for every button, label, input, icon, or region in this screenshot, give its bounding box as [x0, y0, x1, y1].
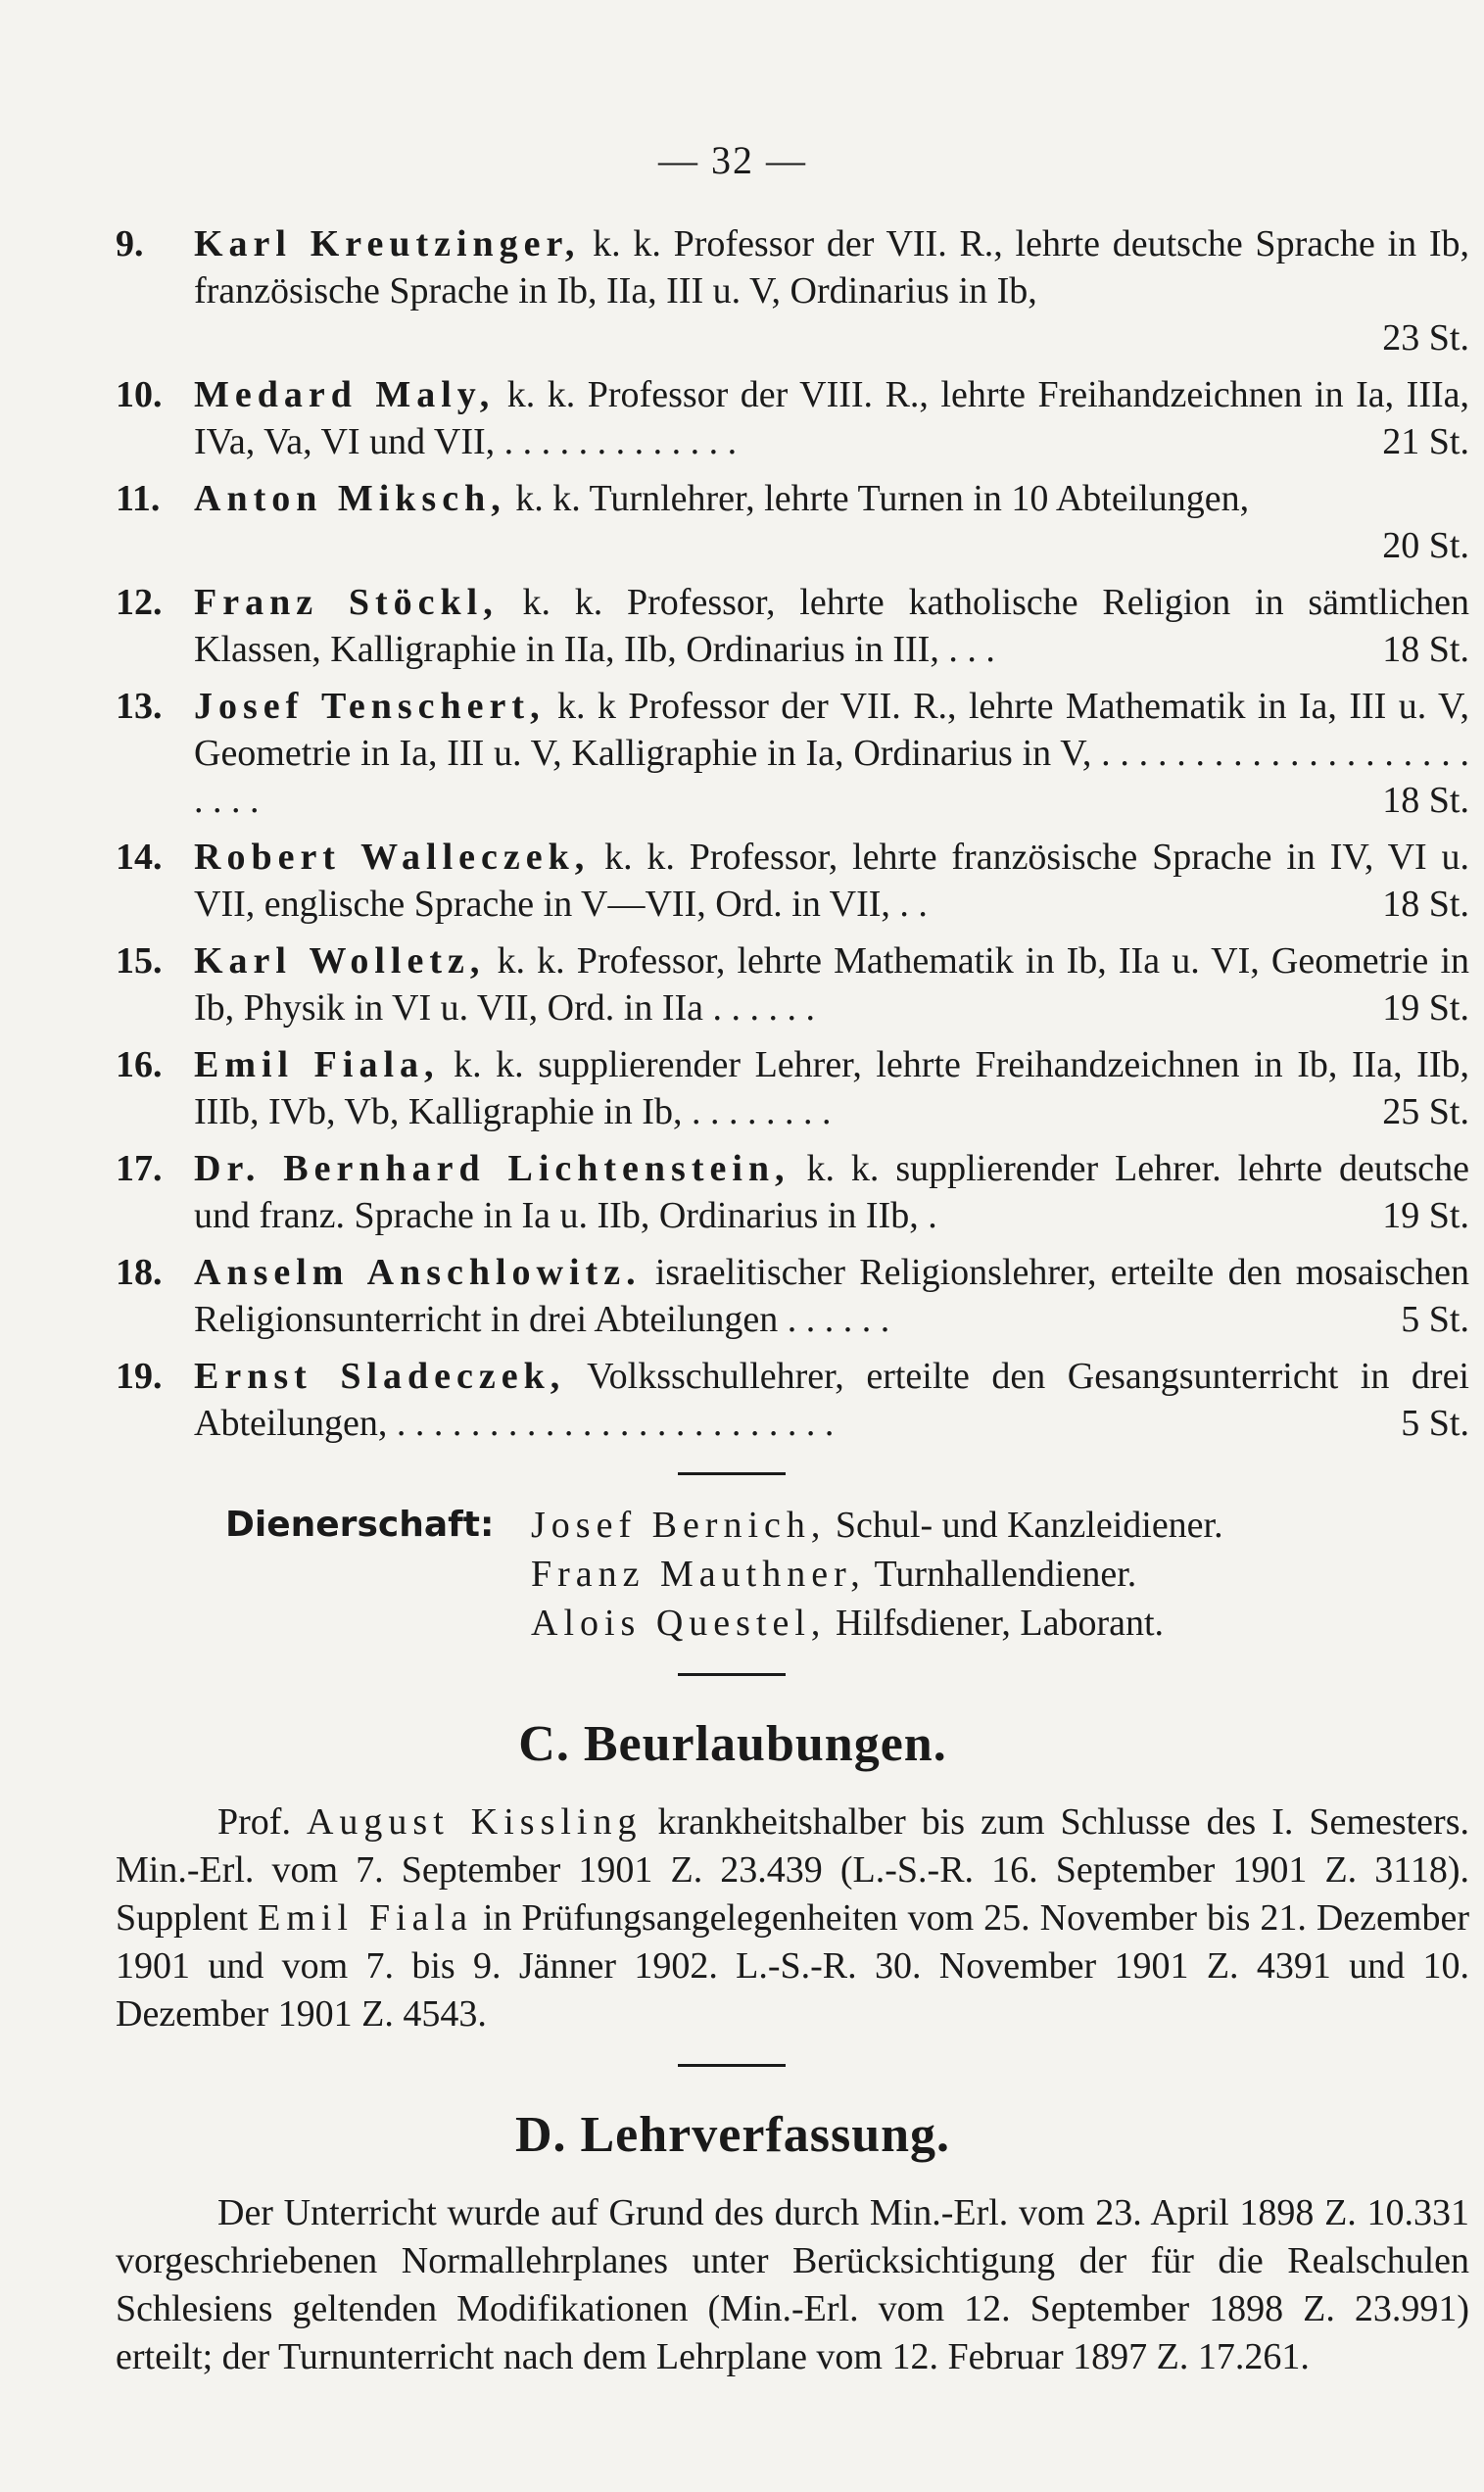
entry-number: 17. [116, 1148, 163, 1189]
staff-member-name: Alois Questel, [531, 1603, 827, 1644]
entry-number: 13. [116, 686, 163, 727]
entry-body [194, 1249, 1469, 1343]
entry-text: israelitischer Religionslehrer, erteilte den mosaischen Religionsunterricht in drei Abteilungen . . . . . . [194, 1252, 1469, 1340]
page-number: — 32 — [658, 138, 807, 182]
list-item [116, 475, 1469, 569]
entry-text: k. k Professor der VII. R., lehrte Mathematik in Ia, III u. V, Geometrie in Ia, III u. V, Kalligraphie in Ia, Ordinarius in V, . . . . . . . . . . . . . . . . . . . . . . . . [194, 686, 1469, 821]
entry-body [194, 579, 1469, 673]
paragraph-text: Prof. [217, 1801, 307, 1843]
teacher-name: Ernst Sladeczek, [194, 1356, 566, 1397]
list-item [116, 1041, 1469, 1135]
list-item [116, 1353, 1469, 1447]
entry-number: 9. [116, 223, 144, 264]
entry-body [194, 1145, 1469, 1239]
entry-text: k. k. Professor, lehrte katholische Religion in sämtlichen Klassen, Kalligraphie in IIa, IIb, Ordinarius in III, . . . [194, 582, 1469, 670]
entry-hours: 21 St. [1382, 421, 1469, 462]
section-title-c: C. Beurlaubungen. [518, 1716, 947, 1772]
entry-text: k. k. Professor, lehrte französische Sprache in IV, VI u. VII, englische Sprache in V—VII, Ord. in VII, . . [194, 837, 1469, 925]
staff-label: Dienerschaft: [225, 1505, 495, 1545]
teacher-name: Karl Kreutzinger, [194, 223, 581, 264]
entry-text: k. k. Turnlehrer, lehrte Turnen in 10 Abteilungen, [505, 478, 1250, 519]
section-d-paragraph: Der Unterricht wurde auf Grund des durch Min.-Erl. vom 23. April 1898 Z. 10.331 vorgeschriebenen Normallehrplanes unter Berücksichtigung der für die Realschulen Schlesiens geltenden Modifikationen (Min.-Erl. vom 12. September 1898 Z. 23.991) erteilt; der Turnunterricht nach dem Lehrplane vom 12. Februar 1897 Z. 17.261. [116, 2192, 1469, 2377]
entry-hours: 18 St. [1382, 780, 1469, 821]
divider [678, 2064, 786, 2067]
entry-hours: 23 St. [1382, 317, 1469, 359]
entry-hours: 18 St. [1382, 884, 1469, 925]
entry-text: k. k. Professor der VIII. R., lehrte Freihandzeichnen in Ia, IIIa, IVa, Va, VI und VII, . . . . . . . . . . . . . [194, 374, 1469, 462]
teacher-name: Dr. Bernhard Lichtenstein, [194, 1148, 790, 1189]
paragraph-text: in Prüfungsangelegenheiten vom 25. November bis 21. Dezember 1901 und vom 7. bis 9. Jänner 1902. L.-S.-R. 30. November 1901 Z. 4391 und 10. Dezember 1901 Z. 4543. [116, 1897, 1469, 2035]
staff-block [225, 1501, 1484, 1648]
entry-hours: 18 St. [1382, 629, 1469, 670]
entry-hours: 5 St. [1401, 1403, 1469, 1444]
entry-body [194, 937, 1469, 1031]
divider [678, 1673, 786, 1676]
entry-body [194, 683, 1469, 824]
entry-body [194, 1353, 1469, 1447]
list-item [116, 834, 1469, 928]
entry-hours: 25 St. [1382, 1091, 1469, 1132]
entry-body [194, 371, 1469, 465]
entry-body [194, 475, 1469, 569]
teacher-name: Medard Maly, [194, 374, 496, 415]
list-item [116, 220, 1469, 361]
teacher-name: Anton Miksch, [194, 478, 506, 519]
entry-hours: 19 St. [1382, 987, 1469, 1029]
entry-text: k. k. Professor, lehrte Mathematik in Ib, IIa u. VI, Geometrie in Ib, Physik in VI u. VII, Ord. in IIa . . . . . . [194, 940, 1470, 1029]
teacher-name: Robert Walleczek, [194, 837, 591, 878]
teacher-name: Anselm Anschlowitz. [194, 1252, 642, 1293]
entry-number: 12. [116, 582, 163, 623]
staff-member-name: Josef Bernich, [531, 1505, 827, 1546]
entry-hours: 20 St. [1382, 525, 1469, 566]
staff-list [116, 220, 1469, 1447]
paragraph-text: krankheitshalber bis zum Schlusse des I. Semesters. Min.-Erl. vom 7. September 1901 Z. 23.439 (L.-S.-R. 16. September 1901 Z. 3118). Supplent [116, 1801, 1469, 1939]
entry-hours: 19 St. [1382, 1195, 1469, 1236]
entry-text: k. k. supplierender Lehrer. lehrte deutsche und franz. Sprache in Ia u. IIb, Ordinarius in IIb, . [194, 1148, 1469, 1236]
entry-body [194, 1041, 1469, 1135]
entry-number: 15. [116, 940, 163, 982]
list-item [116, 1145, 1469, 1239]
entry-text: k. k. supplierender Lehrer, lehrte Freihandzeichnen in Ib, IIa, IIb, IIIb, IVb, Vb, Kalligraphie in Ib, . . . . . . . . [194, 1044, 1469, 1132]
entry-body [194, 220, 1469, 361]
entry-number: 11. [116, 478, 161, 519]
list-item [116, 683, 1469, 824]
section-title-d: D. Lehrverfassung. [514, 2107, 951, 2163]
list-item [116, 579, 1469, 673]
list-item [116, 1249, 1469, 1343]
entry-number: 16. [116, 1044, 163, 1085]
staff-member-role: Turnhallendiener. [865, 1554, 1137, 1595]
person-name: August Kissling [306, 1801, 643, 1843]
entry-text: Volksschullehrer, erteilte den Gesangsunterricht in drei Abteilungen, . . . . . . . . . . . . . . . . . . . . . . . . [194, 1356, 1469, 1444]
staff-member [531, 1550, 1484, 1599]
staff-member [531, 1501, 1484, 1550]
section-c-paragraph [116, 1798, 1469, 2038]
entry-body [194, 834, 1469, 928]
teacher-name: Josef Tenschert, [194, 686, 546, 727]
divider [678, 1472, 786, 1475]
entry-number: 14. [116, 837, 163, 878]
entry-number: 10. [116, 374, 163, 415]
entry-hours: 5 St. [1401, 1299, 1469, 1340]
entry-number: 19. [116, 1356, 163, 1397]
teacher-name: Karl Wolletz, [194, 940, 486, 982]
teacher-name: Emil Fiala, [194, 1044, 440, 1085]
entry-number: 18. [116, 1252, 163, 1293]
staff-member-name: Franz Mauthner, [531, 1554, 866, 1595]
entry-text: k. k. Professor der VII. R., lehrte deutsche Sprache in Ib, französische Sprache in Ib, IIa, III u. V, Ordinarius in Ib, [194, 223, 1470, 312]
staff-member [531, 1599, 1484, 1648]
staff-member-role: Schul- und Kanzleidiener. [826, 1505, 1223, 1546]
person-name: Emil Fiala [258, 1897, 473, 1939]
staff-member-role: Hilfsdiener, Laborant. [826, 1603, 1165, 1644]
list-item [116, 371, 1469, 465]
list-item [116, 937, 1469, 1031]
teacher-name: Franz Stöckl, [194, 582, 499, 623]
